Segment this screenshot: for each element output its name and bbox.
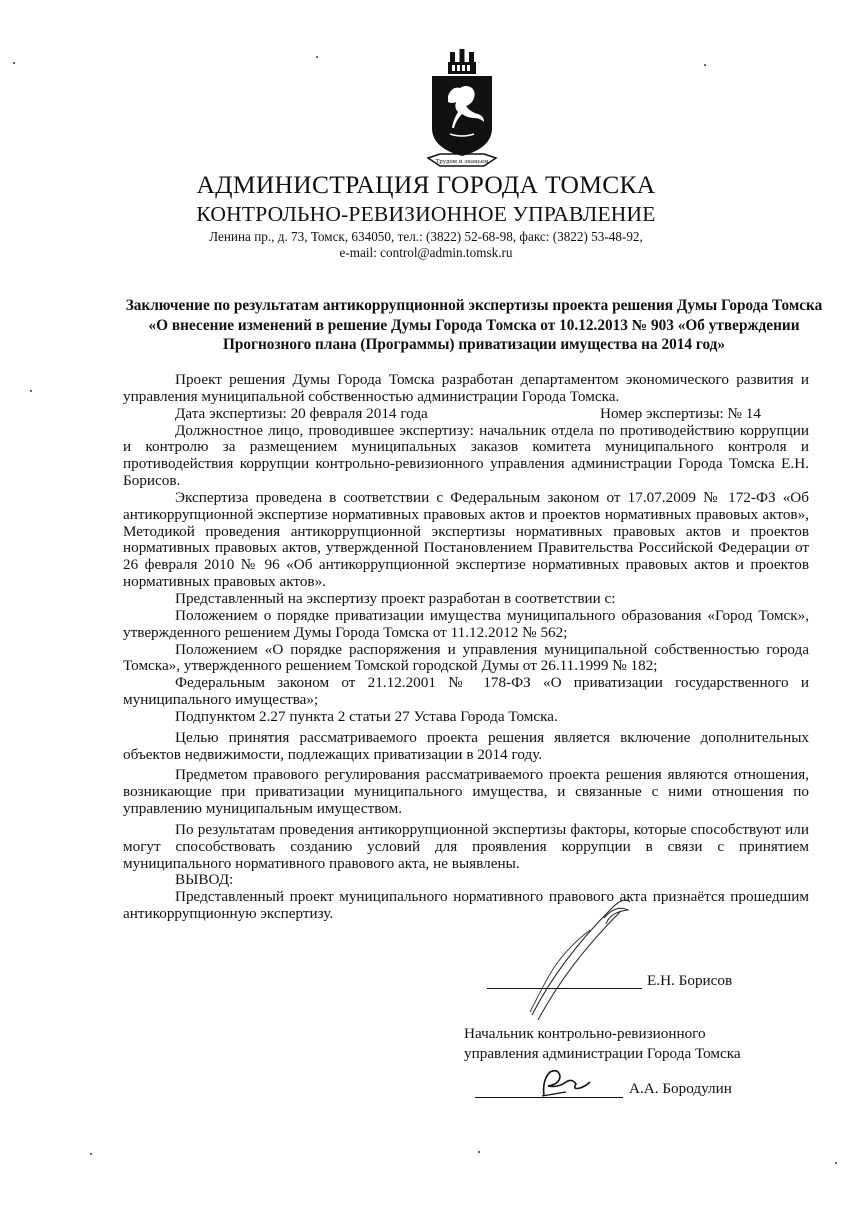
scan-speck	[316, 56, 318, 58]
scan-speck	[90, 1153, 92, 1155]
paragraph-prepared-according: Представленный на экспертизу проект разработан в соответствии с:	[175, 589, 616, 607]
coat-of-arms-emblem	[426, 48, 498, 170]
scan-speck	[13, 62, 15, 64]
signature-line	[487, 988, 642, 989]
expertise-date: Дата экспертизы: 20 февраля 2014 года	[175, 404, 428, 422]
head-signature-block	[475, 1080, 775, 1102]
emblem-motto: Трудом и знаньем	[435, 159, 489, 165]
paragraph-official: Должностное лицо, проводившее экспертизу: начальник отдела по противодействию коррупции и контролю за размещением муниципальных заказов комитета муниципального контроля и противодействия коррупции контрольно-ревизионного управления администрации Города Томска Е.Н. Борисов.	[123, 421, 809, 490]
scan-speck	[835, 1162, 837, 1164]
head-position-line2: управления администрации Города Томска	[464, 1045, 741, 1062]
crown-icon	[448, 49, 476, 74]
scan-speck	[30, 390, 32, 392]
expert-signature-block	[487, 972, 747, 992]
org-name: АДМИНИСТРАЦИЯ ГОРОДА ТОМСКА	[196, 170, 656, 199]
document-title: Заключение по результатам антикоррупционной экспертизы проекта решения Думы Города Томска «О внесение изменений в решение Думы Города Томска от 10.12.2013 № 903 «Об утверждении Прогнозного плана (Программы) приватизации имущества на 2014 год»	[125, 297, 823, 353]
document-body	[123, 372, 809, 923]
paragraph-purpose: Целью принятия рассматриваемого проекта решения является включение дополнительных объектов недвижимости, подлежащих приватизации в 2014 году.	[123, 728, 809, 763]
contact-info	[0, 229, 852, 261]
paragraph-conclusion: Представленный проект муниципального нормативного правового акта признаётся прошедшим антикоррупционную экспертизу.	[123, 888, 809, 923]
paragraph-subject: Предметом правового регулирования рассматриваемого проекта решения являются отношения, возникающие при приватизации муниципального имущества, и связанные с ними отношения по управлению муниципальным имуществом.	[123, 766, 809, 818]
paragraph-privatization-regulation: Положением о порядке приватизации имущества муниципального образования «Город Томск», утвержденного решением Думы Города Томска от 11.12.2012 № 562;	[123, 606, 809, 641]
paragraph-federal-law: Федеральным законом от 21.12.2001 № 178-ФЗ «О приватизации государственного и муниципального имущества»;	[123, 674, 809, 709]
scan-speck	[704, 64, 706, 66]
address-line: Ленина пр., д. 73, Томск, 634050, тел.: (3822) 52-68-98, факс: (3822) 53-48-92,	[209, 229, 643, 244]
paragraph-project-developer: Проект решения Думы Города Томска разработан департаментом экономического развития и управления муниципальной собственностью администрации Города Томска.	[123, 371, 809, 405]
paragraph-charter: Подпунктом 2.27 пункта 2 статьи 27 Устава Города Томска.	[175, 707, 558, 725]
expertise-number: Номер экспертизы: № 14	[600, 404, 761, 422]
paragraph-legal-basis: Экспертиза проведена в соответствии с Федеральным законом от 17.07.2009 № 172-ФЗ «Об антикоррупционной экспертизе нормативных правовых актов и проектов нормативных правовых актов», Методикой проведения антикоррупционной экспертизы нормативных правовых актов и проектов нормативных правовых актов, утвержденной Постановлением Правительства Российской Федерации от 26 февраля 2010 № 96 «Об антикоррупционной экспертизе нормативных правовых актов и проектов нормативных правовых актов».	[123, 488, 809, 591]
email-line: e-mail: control@admin.tomsk.ru	[339, 245, 513, 260]
signature-line	[475, 1097, 623, 1098]
head-position	[464, 1024, 741, 1064]
head-position-line1: Начальник контрольно-ревизионного	[464, 1025, 706, 1042]
scan-speck	[478, 1151, 480, 1153]
head-name: А.А. Бородулин	[629, 1080, 732, 1097]
department-name: КОНТРОЛЬНО-РЕВИЗИОННОЕ УПРАВЛЕНИЕ	[196, 202, 656, 226]
conclusion-heading: ВЫВОД:	[175, 871, 234, 889]
expertise-meta-row	[123, 406, 809, 423]
paragraph-property-regulation: Положением «О порядке распоряжения и управления муниципальной собственностью города Томска», утвержденного решением Томской городской Думы от 26.11.1999 № 182;	[123, 640, 809, 675]
expert-name: Е.Н. Борисов	[647, 972, 733, 989]
paragraph-results: По результатам проведения антикоррупционной экспертизы факторы, которые способствуют или могут способствовать созданию условий для проявления коррупции в связи с принятием муниципального нормативного правового акта, не выявлены.	[123, 820, 809, 872]
